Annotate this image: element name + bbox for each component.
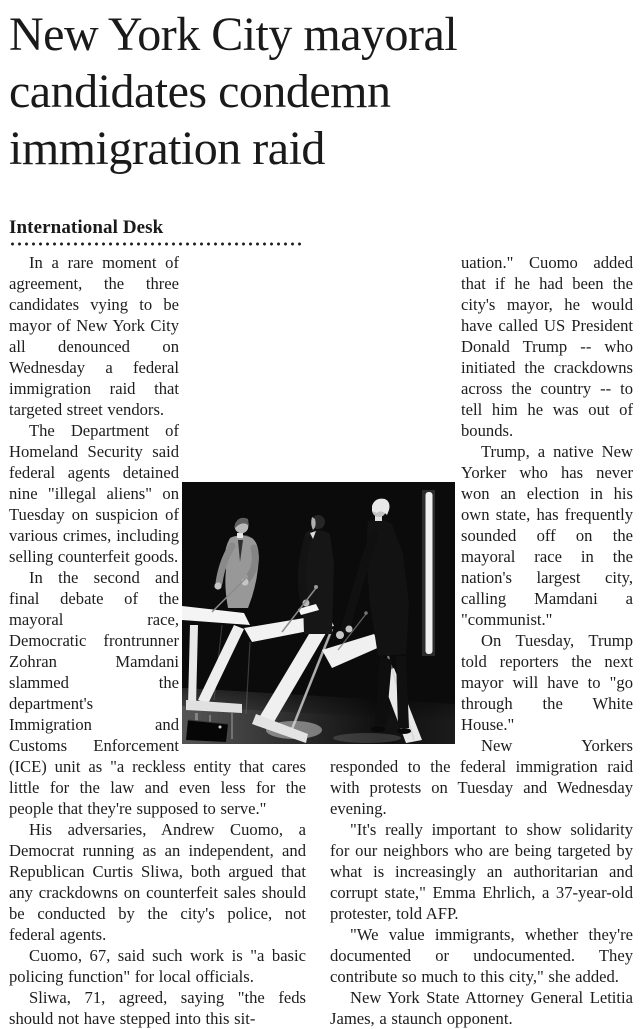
paragraph: New Yorkers responded to the federal immigration raid with protests on Tuesday and Wednesday evening. (330, 736, 633, 818)
dotted-rule (9, 242, 305, 246)
paragraph: "We value immigrants, whether they're documented or undocumented. They contribute so much to this city," she added. (330, 925, 633, 986)
paragraph: In a rare moment of agreement, the three candidates vying to be mayor of New York City all denounced on Wednesday a federal immigration raid that targeted street vendors. (9, 253, 179, 419)
section-header (9, 217, 305, 246)
paragraph: Cuomo, 67, said such work is "a basic policing function" for local officials. (9, 946, 306, 986)
section-label: International Desk (9, 217, 164, 238)
paragraph: His adversaries, Andrew Cuomo, a Democrat running as an independent, and Republican Curtis Sliwa, both argued that any crackdowns on counterfeit sales should be conducted by the city's police, not federal agents. (9, 820, 306, 944)
paragraph: In the second and final debate of the mayoral race, Democratic frontrunner Zohran Mamdani slammed the department's Immigration and Customs Enforcement (ICE) unit as "a reckless entity that cares little for the law and even less for the people that they're supposed to serve." (9, 568, 306, 818)
paragraph-continuation: uation." Cuomo added that if he had been the city's mayor, he would have called US President Donald Trump -- who initiated the crackdowns across the country -- to tell him he was out of bounds. (461, 253, 633, 440)
paragraph: The Department of Homeland Security said federal agents detained nine "illegal aliens" on Tuesday on suspicion of various crimes, including selling counterfeit goods. (9, 421, 179, 566)
paragraph: Sliwa, 71, agreed, saying "the feds should not have stepped into this sit- (9, 988, 306, 1028)
paragraph: Trump, a native New Yorker who has never won an election in his own state, has frequently sounded off on the mayoral race in the nation's largest city, calling Mamdani a "communist." (461, 442, 633, 629)
debate-photo (182, 482, 455, 744)
paragraph: "It's really important to show solidarity for our neighbors who are being targeted by what is increasingly an authoritarian and corrupt state," Emma Ehrlich, a 37-year-old protester, told AFP. (330, 820, 633, 923)
paragraph: New York State Attorney General Letitia James, a staunch opponent. (330, 988, 633, 1028)
paragraph: On Tuesday, Trump told reporters the next mayor will have to "go through the White House." (461, 631, 633, 734)
article-headline: New York City mayoral candidates condemn immigration raid (9, 8, 458, 175)
debate-photo-graphic (182, 482, 455, 744)
